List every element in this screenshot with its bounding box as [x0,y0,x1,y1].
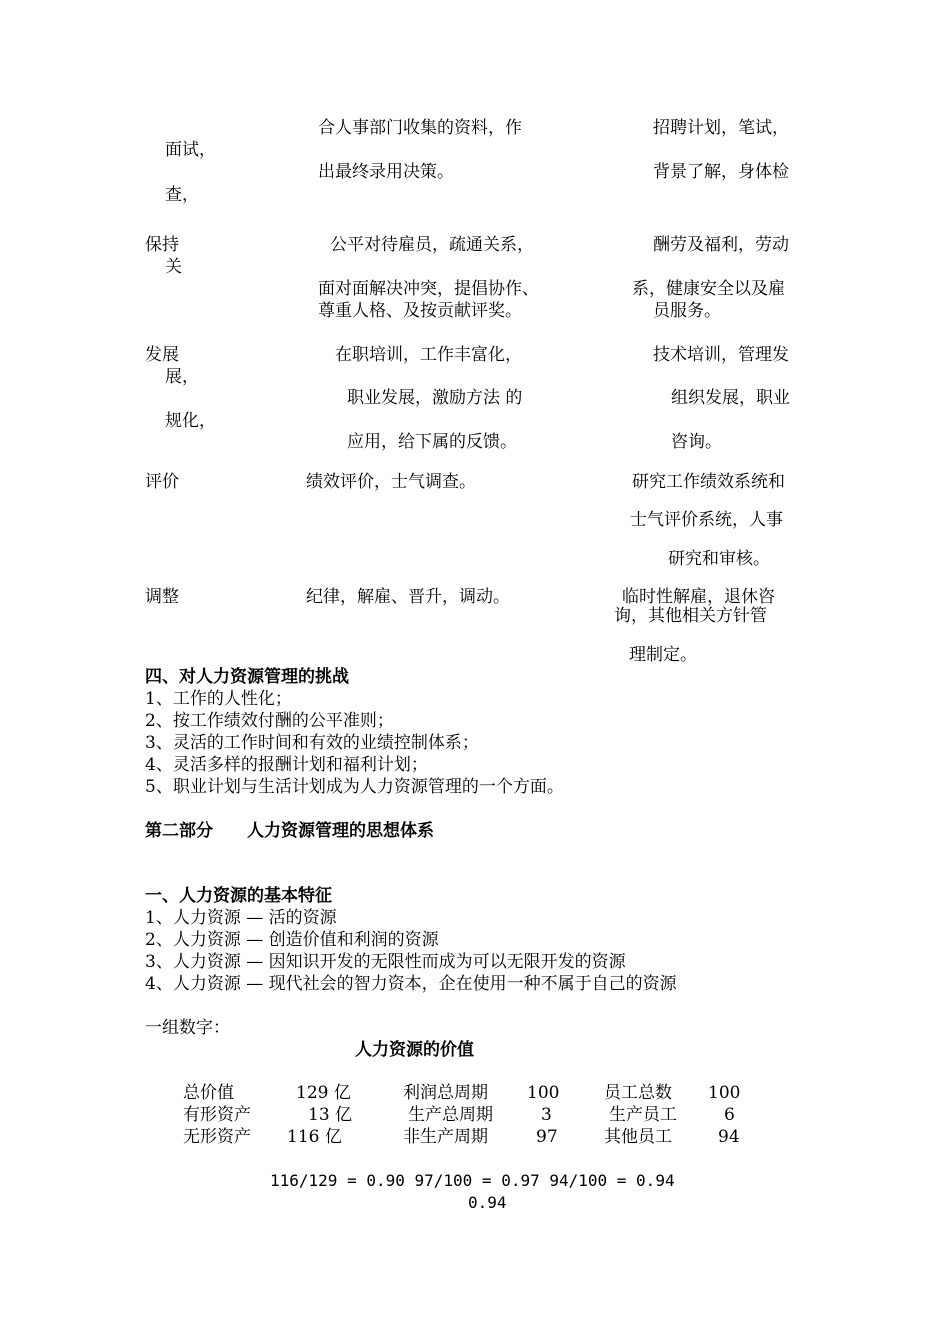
table-cell-mid: 在职培训，工作丰富化， [335,345,522,365]
part-heading: 第二部分 人力资源管理的思想体系 [145,821,434,841]
numbers-cell: 94 [718,1127,740,1147]
table-cell-right: 招聘计划，笔试， [653,118,789,138]
list-item: 1、工作的人性化； [145,689,292,709]
list-item: 5、职业计划与生活计划成为人力资源管理的一个方面。 [145,777,564,797]
table-row-label: 保持 [145,235,179,255]
table-cell-right: 询，其他相关方针管 [614,606,767,626]
list-item: 4、灵活多样的报酬计划和福利计划； [145,755,428,775]
table-row-label: 发展 [145,345,179,365]
table-cell-right: 研究和审核。 [668,549,770,569]
table-cell-label: 面试， [165,140,216,160]
list-item: 3、人力资源 — 因知识开发的无限性而成为可以无限开发的资源 [145,952,626,972]
table-cell-mid: 尊重人格、及按贡献评奖。 [318,301,522,321]
numbers-cell: 97 [536,1127,558,1147]
table-cell-mid: 纪律，解雇、晋升，调动。 [306,587,510,607]
table-row-label: 评价 [145,472,179,492]
table-cell-mid: 出最终录用决策。 [318,162,454,182]
numbers-cell: 6 [724,1105,735,1125]
table-cell-right: 员服务。 [653,301,721,321]
table-cell-right: 组织发展，职业 [671,388,790,408]
numbers-cell: 生产总周期 [408,1105,493,1125]
table-cell-mid: 职业发展，激励方法 的 [347,388,523,408]
table-cell-mid: 公平对待雇员，疏通关系， [330,235,534,255]
table-row-label: 关 [165,257,182,277]
numbers-cell: 有形资产 [183,1105,251,1125]
table-cell-mid: 应用，给下属的反馈。 [347,432,517,452]
table-cell-right: 技术培训，管理发 [653,345,789,365]
table-cell-label: 查， [165,185,199,205]
numbers-title: 人力资源的价值 [355,1040,474,1060]
table-cell-right: 研究工作绩效系统和 [632,472,785,492]
table-row-label: 规化， [165,411,216,431]
table-cell-mid: 合人事部门收集的资料，作 [318,118,522,138]
table-cell-mid: 面对面解决冲突，提倡协作、 [318,279,539,299]
numbers-cell: 100 [527,1083,560,1103]
table-cell-mid: 绩效评价，士气调查。 [306,472,476,492]
table-row-label: 调整 [145,587,179,607]
section-heading: 一、人力资源的基本特征 [145,886,332,906]
list-item: 3、灵活的工作时间和有效的业绩控制体系； [145,733,479,753]
numbers-intro: 一组数字： [145,1018,230,1038]
list-item: 2、按工作绩效付酬的公平准则； [145,711,394,731]
table-cell-right: 系，健康安全以及雇 [632,279,785,299]
section-heading: 四、对人力资源管理的挑战 [145,667,349,687]
list-item: 1、人力资源 — 活的资源 [145,908,337,928]
numbers-cell: 其他员工 [604,1127,672,1147]
table-row-label: 展， [165,367,199,387]
table-cell-right: 酬劳及福利，劳动 [653,235,789,255]
numbers-cell: 3 [541,1105,552,1125]
table-cell-right: 背景了解，身体检 [653,162,789,182]
table-cell-right: 咨询。 [671,432,722,452]
table-cell-right: 士气评价系统，人事 [630,510,783,530]
numbers-cell: 利润总周期 [403,1083,488,1103]
numbers-cell: 116 亿 [287,1127,342,1147]
numbers-cell: 100 [708,1083,741,1103]
numbers-cell: 非生产周期 [403,1127,488,1147]
formula-tail: 0.94 [468,1193,507,1212]
table-cell-right: 临时性解雇，退休咨 [622,587,775,607]
list-item: 2、人力资源 — 创造价值和利润的资源 [145,930,439,950]
numbers-cell: 总价值 [183,1083,234,1103]
numbers-cell: 129 亿 [296,1083,351,1103]
formula-line: 116/129 = 0.90 97/100 = 0.97 94/100 = 0.94 [270,1171,675,1190]
numbers-cell: 生产员工 [609,1105,677,1125]
numbers-cell: 员工总数 [604,1083,672,1103]
table-cell-right: 理制定。 [629,645,697,665]
numbers-cell: 无形资产 [183,1127,251,1147]
numbers-cell: 13 亿 [308,1105,353,1125]
list-item: 4、人力资源 — 现代社会的智力资本，企在使用一种不属于自己的资源 [145,974,677,994]
